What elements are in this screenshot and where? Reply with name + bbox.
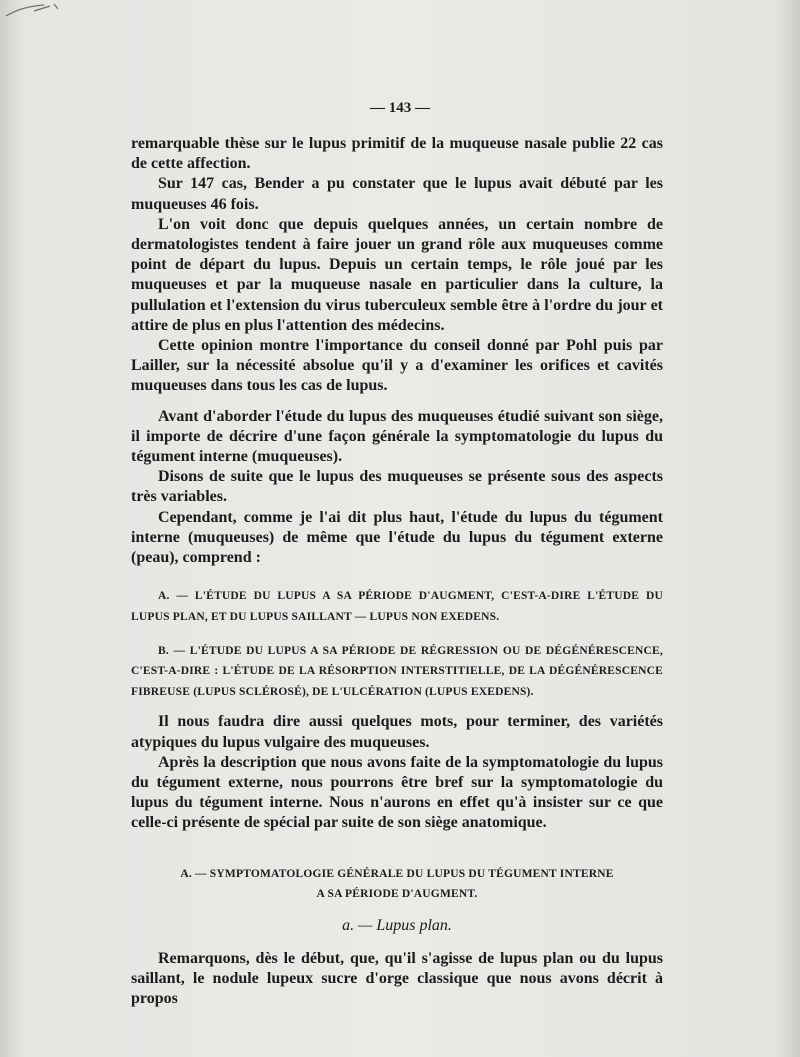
paragraph-10: Il nous faudra dire aussi quelques mots, pour terminer, des variétés atypiques du lupus vulgaire des muqueuses. (131, 713, 663, 751)
paragraph-5: Avant d'aborder l'étude du lupus des muqueuses étudié suivant son siège, il importe de décrire d'une façon générale la symptomatologie du lupus du tégument interne (muqueuses). (131, 407, 663, 466)
subheading: a. — Lupus plan. (342, 917, 452, 935)
paragraph-1: remarquable thèse sur le lupus primitif de la muqueuse nasale publie 22 cas de cette affection. (131, 135, 663, 173)
body-text (131, 134, 663, 1009)
paragraph-11: Après la description que nous avons faite de la symptomatologie du lupus du tégument externe, nous pourrons être bref sur la symptomatologie du lupus du tégument interne. Nous n'aurons en effet qu'à insister sur ce que celle-ci présente de spécial par suite de son siège anatomique. (131, 753, 663, 832)
page-number: — 143 — (370, 100, 430, 116)
paragraph-4: Cette opinion montre l'importance du conseil donné par Pohl puis par Lailler, sur la nécessité absolue qu'il y a d'examiner les orifices et cavités muqueuses dans tous les cas de lupus. (131, 337, 663, 395)
paragraph-6: Disons de suite que le lupus des muqueuses se présente sous des aspects très variables. (131, 468, 663, 506)
scan-artifact-mark (4, 2, 62, 20)
section-heading-line-1: A. — SYMPTOMATOLOGIE GÉNÉRALE DU LUPUS DU TÉGUMENT INTERNE (180, 867, 614, 880)
paragraph-7: Cependant, comme je l'ai dit plus haut, l'étude du lupus du tégument interne (muqueuses) de même que l'étude du lupus du tégument externe (peau), comprend : (131, 508, 663, 567)
paragraph-12: Remarquons, dès le début, que, qu'il s'agisse de lupus plan ou du lupus saillant, le nodule lupeux sucre d'orge classique que nous avons décrit à propos (131, 949, 663, 1007)
outline-item-a: A. — L'ÉTUDE DU LUPUS A SA PÉRIODE D'AUGMENT, C'EST-A-DIRE L'ÉTUDE DU LUPUS PLAN, ET DU LUPUS SAILLANT — LUPUS NON EXEDENS. (131, 590, 663, 623)
paragraph-3: L'on voit donc que depuis quelques années, un certain nombre de dermatologistes tendent à faire jouer un grand rôle aux muqueuses comme point de départ du lupus. Depuis un certain temps, le rôle joué par les muqueuses et par la muqueuse nasale en particulier dans la culture, la pullulation et l'extension du virus tuberculeux semble être à l'ordre du jour et attire de plus en plus l'attention des médecins. (131, 215, 663, 334)
outline-item-b: B. — L'ÉTUDE DU LUPUS A SA PÉRIODE DE RÉGRESSION OU DE DÉGÉNÉRESCENCE, C'EST-A-DIRE : L'ÉTUDE DE LA RÉSORPTION INTERSTITIELLE, DE LA DÉGÉNÉRESCENCE FIBREUSE (LUPUS SCLÉROSÉ), DE L'ULCÉRATION (LUPUS EXEDENS). (131, 645, 663, 698)
section-heading-line-2: A SA PÉRIODE D'AUGMENT. (316, 887, 478, 900)
section-heading (131, 864, 663, 905)
paragraph-2: Sur 147 cas, Bender a pu constater que le lupus avait débuté par les muqueuses 46 fois. (131, 175, 663, 213)
